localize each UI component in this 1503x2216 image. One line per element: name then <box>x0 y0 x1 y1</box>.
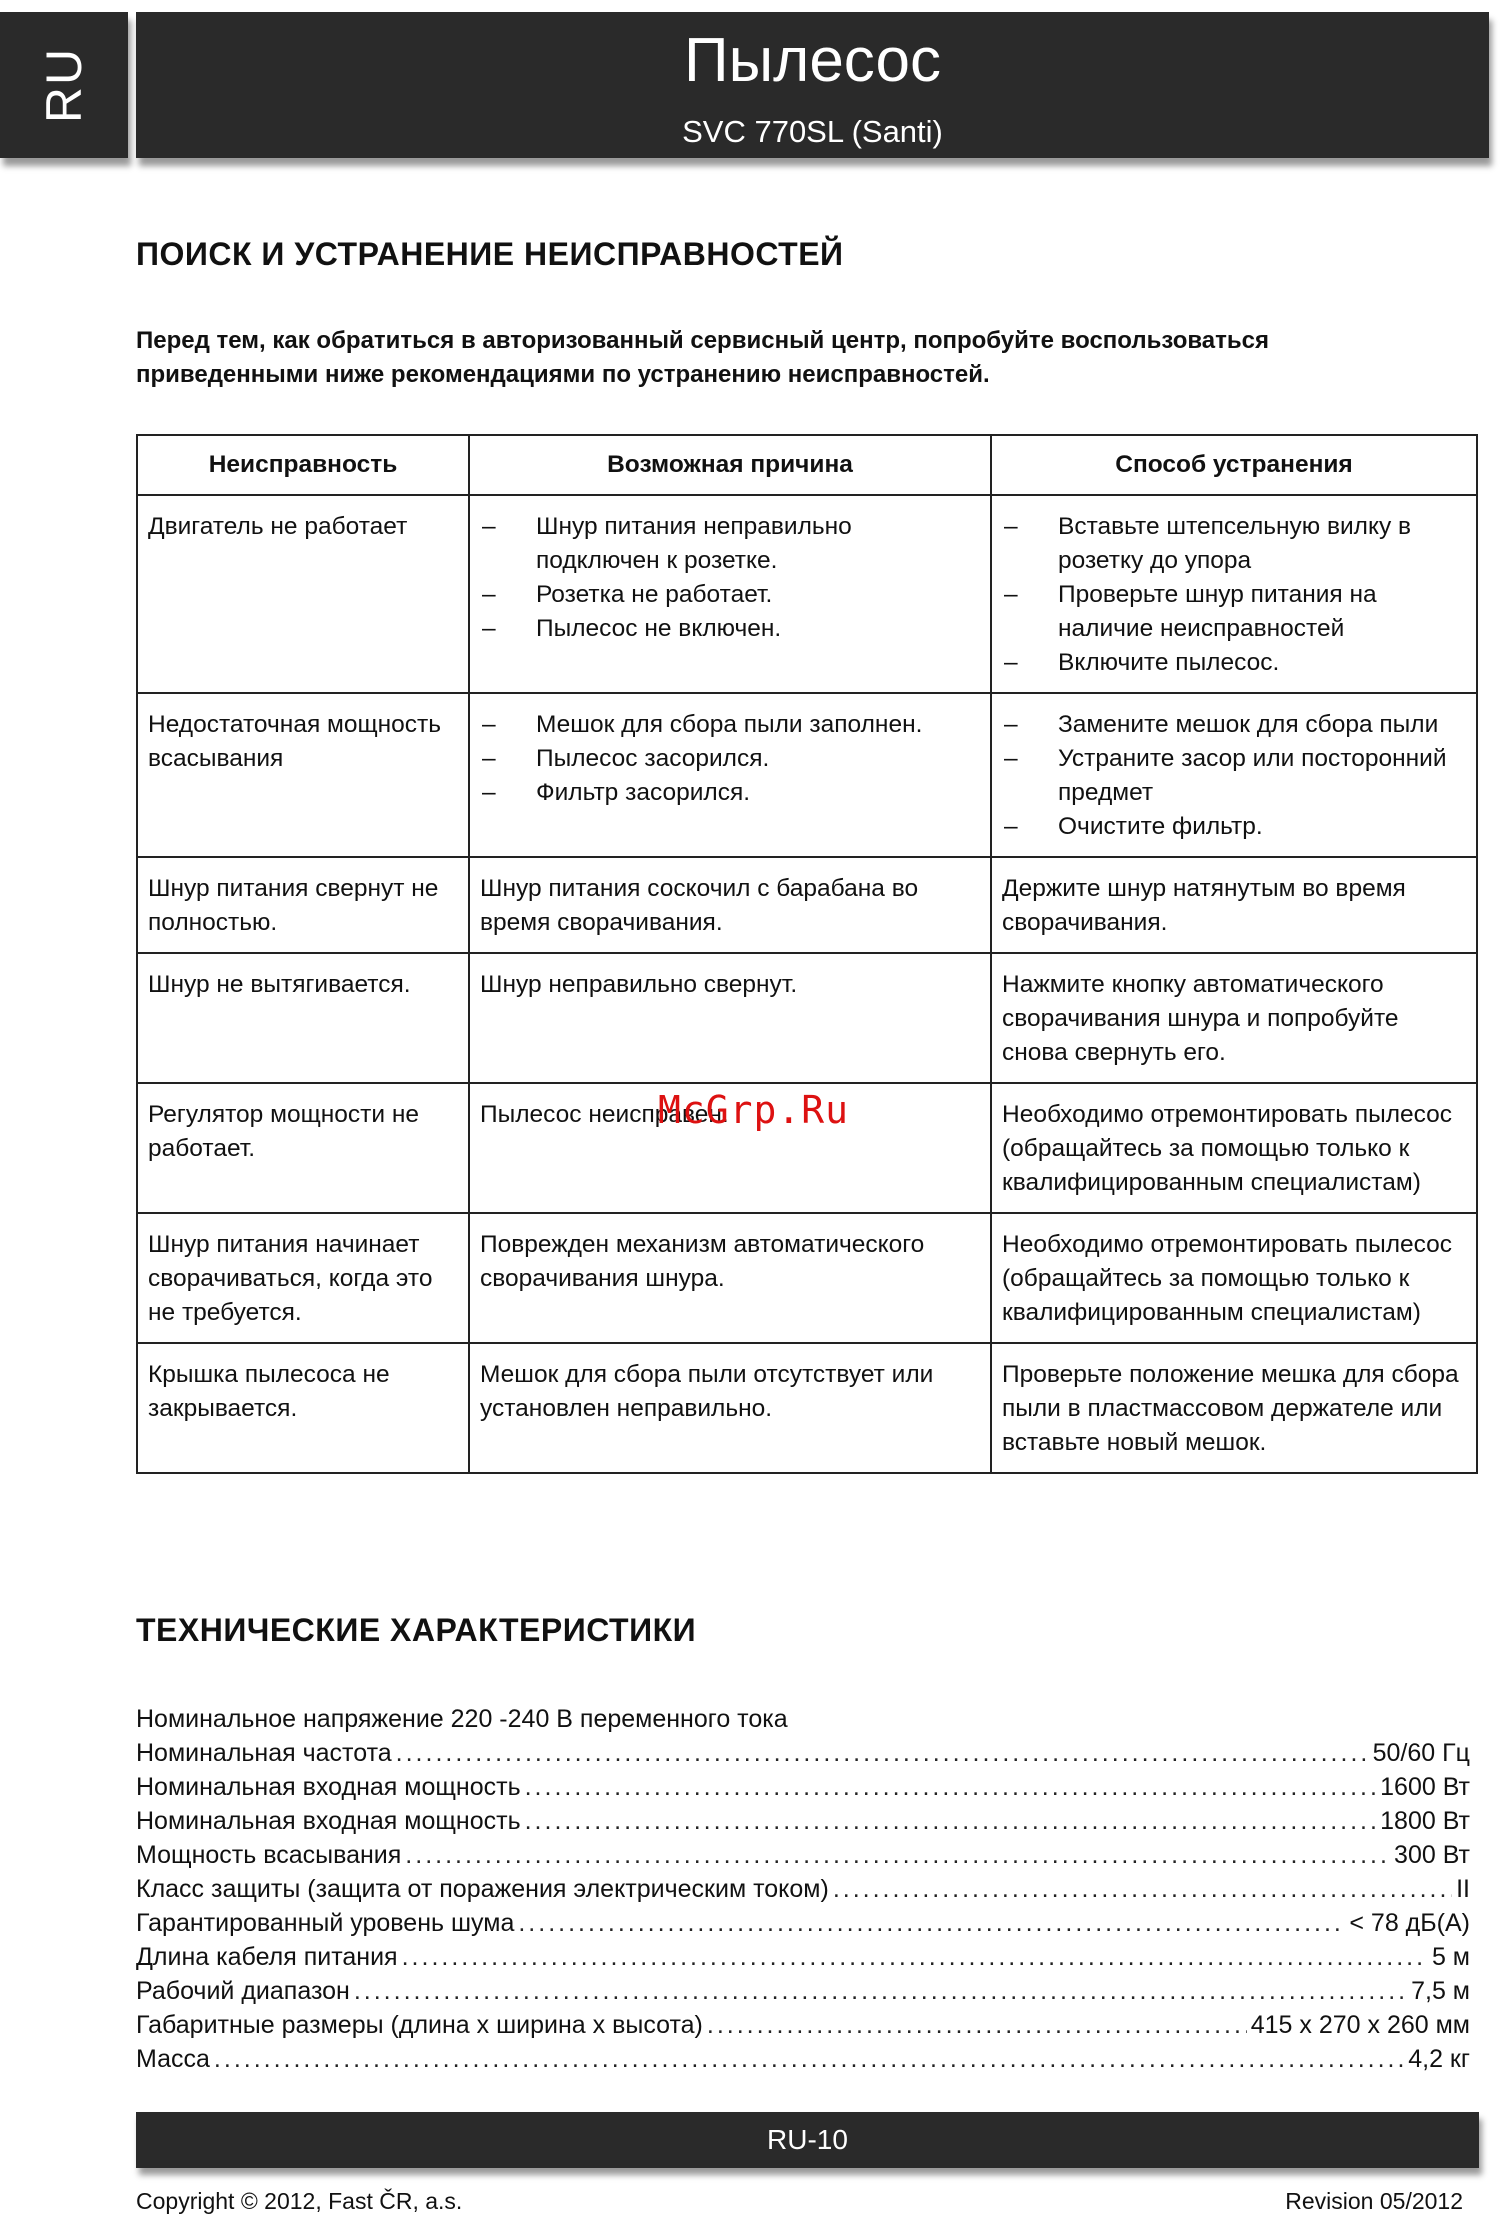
troubleshooting-table <box>136 434 1478 1474</box>
page-number-bar <box>136 2112 1479 2168</box>
spec-label: Класс защиты (защита от поражения электрическим током) <box>136 1875 829 1903</box>
list-item: – Пылесос не включен. <box>482 615 782 642</box>
solution-cell: Необходимо отремонтировать пылесос (обращайтесь за помощью только к квалифицированным специалистам) <box>991 1083 1477 1213</box>
spec-value: 415 x 270 x 260 мм <box>1250 2011 1470 2039</box>
solution-cell: Держите шнур натянутым во время сворачивания. <box>991 857 1477 953</box>
spec-row <box>136 1804 1470 1838</box>
dot-leader <box>354 1974 1407 2008</box>
list-item: – Шнур питания неправильно подключен к розетке. <box>482 513 852 574</box>
spec-row <box>136 1940 1470 1974</box>
page-title: Пылесос <box>684 26 941 95</box>
list-item: – Пылесос засорился. <box>482 745 770 772</box>
dot-leader <box>402 1940 1428 1974</box>
specs-heading: ТЕХНИЧЕСКИЕ ХАРАКТЕРИСТИКИ <box>136 1612 697 1648</box>
dot-leader <box>525 1804 1377 1838</box>
page-number: RU-10 <box>767 2124 848 2155</box>
list-item: – Устраните засор или посторонний предмет <box>1004 745 1447 806</box>
spec-value: II <box>1456 1875 1470 1903</box>
problem-cell: Шнур не вытягивается. <box>137 953 469 1083</box>
spec-value: 300 Вт <box>1394 1841 1470 1869</box>
watermark-text: McGrp.Ru <box>658 1088 850 1132</box>
problem-cell: Шнур питания свернут не полностью. <box>137 857 469 953</box>
table-row <box>137 857 1477 953</box>
dot-leader <box>396 1736 1369 1770</box>
list-item: – Включите пылесос. <box>1004 649 1280 676</box>
solution-cell: Нажмите кнопку автоматического сворачивания шнура и попробуйте снова свернуть его. <box>991 953 1477 1083</box>
table-header-row <box>137 435 1477 495</box>
solution-cell: Проверьте положение мешка для сбора пыли в пластмассовом держателе или вставьте новый мешок. <box>991 1343 1477 1473</box>
spec-label: Номинальная входная мощность <box>136 1773 521 1801</box>
revision-text: Revision 05/2012 <box>1285 2188 1463 2214</box>
problem-cell: Недостаточная мощность всасывания <box>137 693 469 857</box>
solution-cell <box>991 495 1477 693</box>
table-row <box>137 693 1477 857</box>
problem-cell: Шнур питания начинает сворачиваться, когда это не требуется. <box>137 1213 469 1343</box>
list-item: – Вставьте штепсельную вилку в розетку до упора <box>1004 513 1412 574</box>
dot-leader <box>214 2042 1404 2076</box>
list-item: – Проверьте шнур питания на наличие неисправностей <box>1004 581 1377 642</box>
problem-cell: Крышка пылесоса не закрывается. <box>137 1343 469 1473</box>
table-row <box>137 953 1477 1083</box>
spec-row <box>136 2042 1470 2076</box>
spec-row <box>136 1974 1470 2008</box>
table-row <box>137 1343 1477 1473</box>
cause-cell <box>469 495 991 693</box>
spec-label: Масса <box>136 2045 210 2073</box>
cause-cell: Шнур неправильно свернут. <box>469 953 991 1083</box>
spec-value: < 78 дБ(A) <box>1349 1909 1470 1937</box>
list-item: – Очистите фильтр. <box>1004 813 1263 840</box>
table-row <box>137 1213 1477 1343</box>
column-header-problem: Неисправность <box>137 435 469 495</box>
list-item: – Фильтр засорился. <box>482 779 751 806</box>
language-label: RU <box>36 46 92 124</box>
spec-label: Длина кабеля питания <box>136 1943 398 1971</box>
language-tab <box>0 12 128 158</box>
problem-cell: Регулятор мощности не работает. <box>137 1083 469 1213</box>
dot-leader <box>525 1770 1377 1804</box>
spec-label: Габаритные размеры (длина x ширина x высота) <box>136 2011 703 2039</box>
spec-row <box>136 1838 1470 1872</box>
spec-value: 50/60 Гц <box>1372 1739 1470 1767</box>
model-subtitle: SVC 770SL (Santi) <box>682 114 943 149</box>
list-item: – Мешок для сбора пыли заполнен. <box>482 711 923 738</box>
problem-cell: Двигатель не работает <box>137 495 469 693</box>
cause-cell: Пылесос неисправен. <box>469 1083 991 1213</box>
spec-label: Мощность всасывания <box>136 1841 402 1869</box>
list-item: – Розетка не работает. <box>482 581 773 608</box>
troubleshooting-intro: Перед тем, как обратиться в авторизованный сервисный центр, попробуйте воспользоваться приведенными ниже рекомендациями по устранению неисправностей. <box>136 327 1270 388</box>
table-row <box>137 495 1477 693</box>
cause-cell: Мешок для сбора пыли отсутствует или установлен неправильно. <box>469 1343 991 1473</box>
spec-label: Номинальная частота <box>136 1739 392 1767</box>
specs-list <box>136 1702 1470 2076</box>
cause-cell: Поврежден механизм автоматического сворачивания шнура. <box>469 1213 991 1343</box>
dot-leader <box>707 2008 1247 2042</box>
spec-voltage: Номинальное напряжение 220 -240 В переменного тока <box>136 1705 788 1733</box>
spec-value: 7,5 м <box>1411 1977 1470 2005</box>
dot-leader <box>518 1906 1345 1940</box>
spec-label: Гарантированный уровень шума <box>136 1909 515 1937</box>
solution-cell: Необходимо отремонтировать пылесос (обращайтесь за помощью только к квалифицированным специалистам) <box>991 1213 1477 1343</box>
spec-value: 5 м <box>1431 1943 1470 1971</box>
spec-label: Рабочий диапазон <box>136 1977 350 2005</box>
spec-row <box>136 1872 1470 1906</box>
spec-row <box>136 2008 1470 2042</box>
solution-cell <box>991 693 1477 857</box>
column-header-solution: Способ устранения <box>991 435 1477 495</box>
spec-label: Номинальная входная мощность <box>136 1807 521 1835</box>
column-header-cause: Возможная причина <box>469 435 991 495</box>
spec-value: 1600 Вт <box>1380 1773 1470 1801</box>
list-item: – Замените мешок для сбора пыли <box>1004 711 1439 738</box>
troubleshooting-heading: ПОИСК И УСТРАНЕНИЕ НЕИСПРАВНОСТЕЙ <box>136 236 844 272</box>
header-bar <box>136 12 1489 158</box>
dot-leader <box>405 1838 1390 1872</box>
dot-leader <box>833 1872 1452 1906</box>
spec-row <box>136 1770 1470 1804</box>
copyright-text: Copyright © 2012, Fast ČR, a.s. <box>136 2188 463 2214</box>
spec-row <box>136 1906 1470 1940</box>
cause-cell <box>469 693 991 857</box>
spec-row <box>136 1736 1470 1770</box>
spec-value: 1800 Вт <box>1380 1807 1470 1835</box>
cause-cell: Шнур питания соскочил с барабана во время сворачивания. <box>469 857 991 953</box>
spec-value: 4,2 кг <box>1408 2045 1470 2073</box>
